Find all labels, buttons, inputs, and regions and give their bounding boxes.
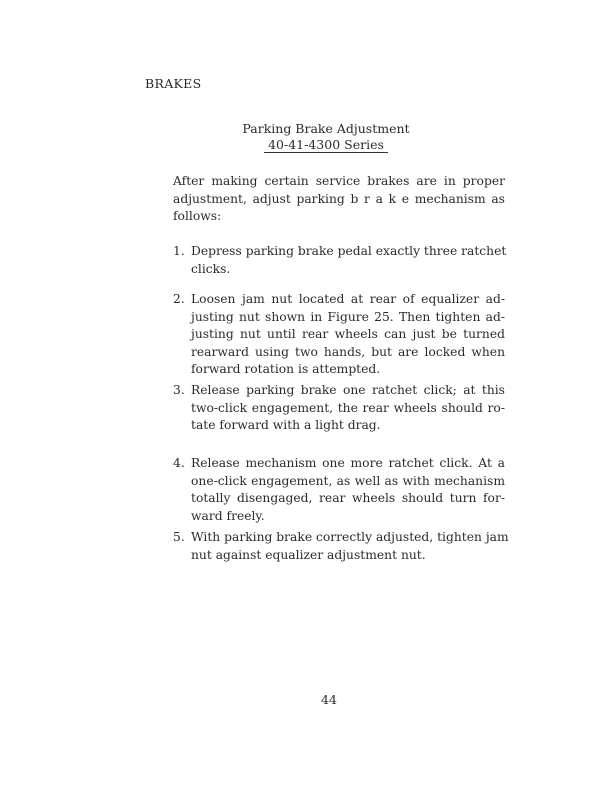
step-line: tate forward with a light drag.	[191, 418, 381, 432]
step-1	[173, 243, 505, 278]
step-line: justing nut until rear wheels can just be turned	[191, 327, 505, 341]
step-line: Loosen jam nut located at rear of equalizer ad-	[191, 292, 505, 306]
step-number: 5.	[173, 530, 185, 544]
step-line: nut against equalizer adjustment nut.	[191, 547, 426, 562]
step-5	[173, 529, 509, 564]
step-number: 1.	[173, 244, 185, 258]
section-heading: BRAKES	[145, 76, 202, 91]
step-2	[173, 291, 505, 379]
step-line: Depress parking brake pedal exactly three ratchet	[191, 244, 507, 258]
step-number: 4.	[173, 456, 185, 470]
step-number: 3.	[173, 383, 185, 397]
step-line: rearward using two hands, but are locked when	[191, 344, 505, 359]
step-line: forward rotation is attempted.	[191, 362, 381, 376]
step-line: Release mechanism one more ratchet click. At a	[191, 456, 505, 470]
intro-line: follows:	[173, 209, 222, 223]
step-line: Release parking brake one ratchet click; at this	[191, 383, 505, 397]
step-line: totally disengaged, rear wheels should turn for-	[191, 491, 505, 505]
step-3	[173, 382, 505, 435]
intro-paragraph	[173, 173, 505, 226]
step-line: ward freely.	[191, 508, 265, 523]
intro-line: After making certain service brakes are in proper	[173, 174, 505, 188]
step-line: one-click engagement, as well as with mechanism	[191, 473, 505, 488]
title-line-1: Parking Brake Adjustment	[242, 121, 410, 136]
title-line-2: 40-41-4300 Series	[264, 137, 388, 153]
step-line: justing nut shown in Figure 25. Then tighten ad-	[191, 309, 505, 324]
step-number: 2.	[173, 292, 185, 306]
step-4	[173, 455, 505, 525]
step-line: two-click engagement, the rear wheels should ro-	[191, 400, 505, 415]
intro-line: adjustment, adjust parking b r a k e mechanism as	[173, 191, 505, 206]
step-line: With parking brake correctly adjusted, tighten jam	[191, 530, 509, 544]
step-line: clicks.	[191, 261, 231, 276]
page-number: 44	[321, 692, 337, 707]
page-title	[236, 121, 416, 153]
